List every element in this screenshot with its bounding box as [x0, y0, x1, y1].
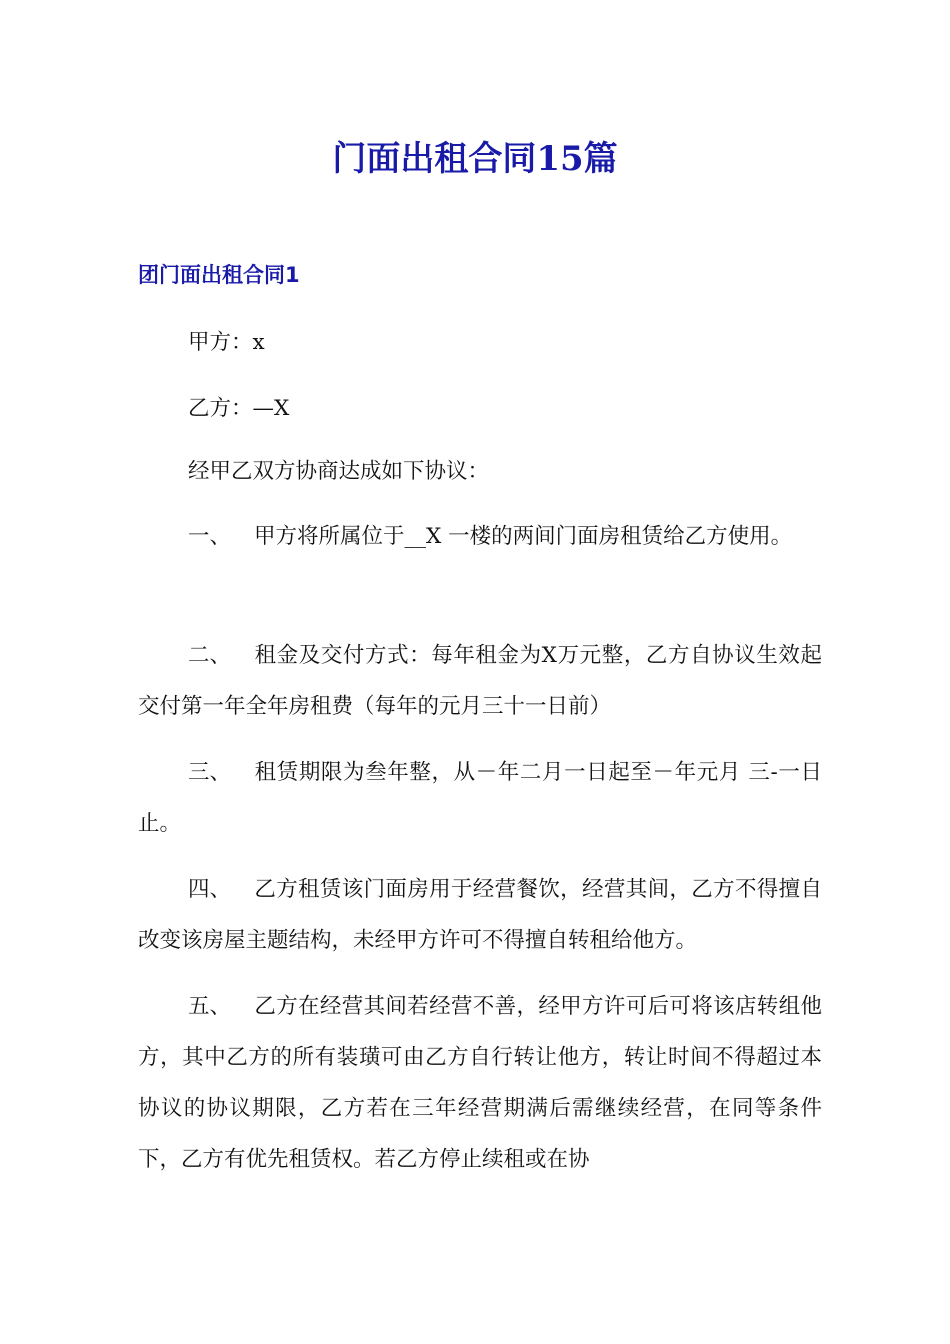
clause-1: [138, 511, 822, 562]
clause-1-text: 甲方将所属位于__X 一楼的两间门面房租赁给乙方使用。: [254, 524, 793, 549]
clause-2-text: 租金及交付方式：每年租金为X万元整，乙方自协议生效起交付第一年全年房租费（每年的元月三十一日前）: [138, 643, 822, 719]
clause-5-number: 五、: [188, 994, 232, 1019]
party-a-line: 甲方：x: [188, 330, 265, 355]
clause-3-number: 三、: [188, 760, 232, 785]
clause-4: [138, 864, 822, 966]
clause-3-text: 租赁期限为叁年整，从－年二月一日起至－年元月 三-一日止。: [138, 760, 822, 836]
document-title: 门面出租合同15篇: [332, 139, 618, 179]
clause-1-number: 一、: [188, 524, 232, 549]
preamble-line: 经甲乙双方协商达成如下协议：: [188, 459, 490, 484]
clause-2-number: 二、: [188, 643, 232, 668]
clause-5-text: 乙方在经营其间若经营不善，经甲方许可后可将该店转组他方，其中乙方的所有装璜可由乙方自行转让他方，转让时间不得超过本协议的协议期限，乙方若在三年经营期满后需继续经营，在同等条件下，乙方有优先租赁权。若乙方停止续租或在协: [138, 994, 822, 1172]
clause-4-number: 四、: [188, 877, 232, 902]
clause-4-text: 乙方租赁该门面房用于经营餐饮，经营其间，乙方不得擅自改变该房屋主题结构，未经甲方许可不得擅自转租给他方。: [138, 877, 822, 953]
clause-2: [138, 630, 822, 732]
party-b-line: 乙方：—X: [188, 396, 290, 421]
clause-5: [138, 981, 822, 1185]
clause-3: [138, 747, 822, 849]
section-heading: 团门面出租合同1: [138, 263, 300, 287]
